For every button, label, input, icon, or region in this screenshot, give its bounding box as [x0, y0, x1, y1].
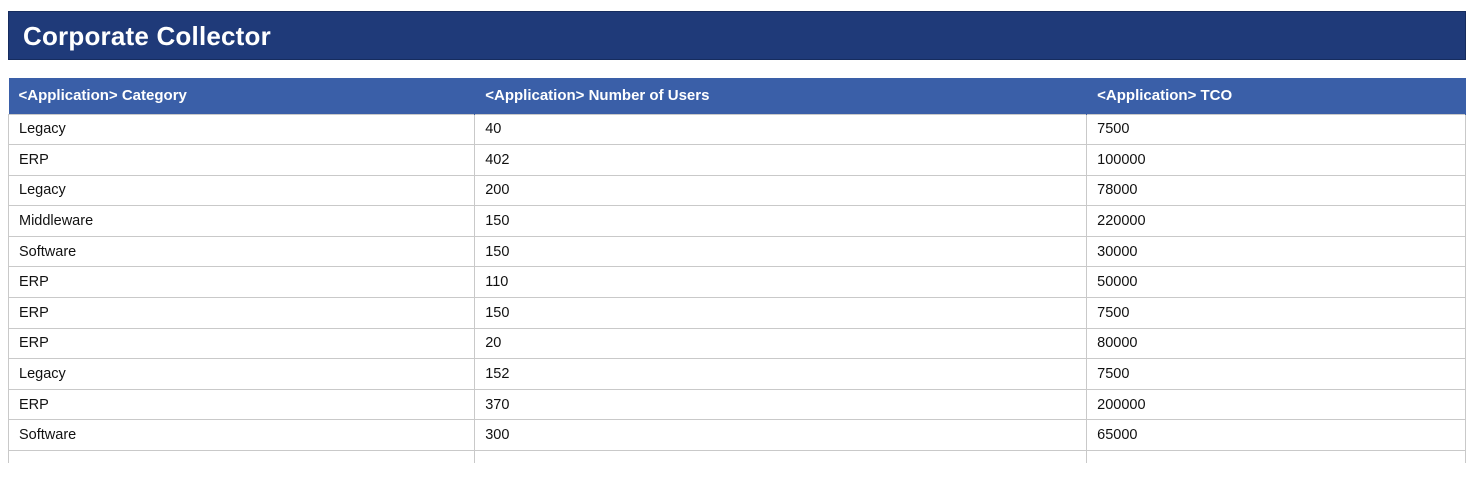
column-header-tco[interactable]: <Application> TCO — [1087, 78, 1466, 114]
cell-tco[interactable]: 7500 — [1087, 359, 1466, 390]
cell-category[interactable]: Legacy — [9, 175, 475, 206]
cell-tco[interactable]: 65000 — [1087, 420, 1466, 451]
table-row[interactable] — [9, 175, 1466, 206]
cell-number-of-users[interactable]: 110 — [475, 267, 1087, 298]
table-row[interactable] — [9, 328, 1466, 359]
table-row[interactable] — [9, 389, 1466, 420]
cell-number-of-users[interactable]: 200 — [475, 175, 1087, 206]
cell-tco[interactable]: 30000 — [1087, 236, 1466, 267]
cell-tco[interactable]: 78000 — [1087, 175, 1466, 206]
table-row[interactable] — [9, 236, 1466, 267]
cell-category[interactable]: ERP — [9, 267, 475, 298]
cell-tco[interactable]: 7500 — [1087, 114, 1466, 145]
cell-category[interactable]: ERP — [9, 389, 475, 420]
data-table — [8, 78, 1466, 463]
title-bar — [8, 11, 1466, 60]
cell-category[interactable]: ERP — [9, 145, 475, 176]
column-header-category[interactable]: <Application> Category — [9, 78, 475, 114]
cell-category[interactable]: ERP — [9, 298, 475, 329]
cell-number-of-users[interactable]: 150 — [475, 298, 1087, 329]
cell-category[interactable]: Software — [9, 420, 475, 451]
page-title: Corporate Collector — [23, 20, 271, 51]
cell-tco[interactable] — [1087, 451, 1466, 463]
cell-category[interactable]: Legacy — [9, 359, 475, 390]
cell-number-of-users[interactable]: 150 — [475, 236, 1087, 267]
cell-category[interactable] — [9, 451, 475, 463]
table-row[interactable] — [9, 420, 1466, 451]
cell-tco[interactable]: 200000 — [1087, 389, 1466, 420]
cell-number-of-users[interactable]: 370 — [475, 389, 1087, 420]
cell-number-of-users[interactable]: 152 — [475, 359, 1087, 390]
table-row[interactable] — [9, 298, 1466, 329]
cell-number-of-users[interactable]: 300 — [475, 420, 1087, 451]
cell-number-of-users[interactable]: 20 — [475, 328, 1087, 359]
table-row[interactable] — [9, 206, 1466, 237]
cell-number-of-users[interactable] — [475, 451, 1087, 463]
table-row[interactable] — [9, 267, 1466, 298]
cell-number-of-users[interactable]: 402 — [475, 145, 1087, 176]
table-row[interactable] — [9, 359, 1466, 390]
cell-number-of-users[interactable]: 40 — [475, 114, 1087, 145]
app-window — [0, 11, 1474, 491]
table-body — [9, 114, 1466, 463]
table-row-partial[interactable] — [9, 451, 1466, 463]
cell-tco[interactable]: 80000 — [1087, 328, 1466, 359]
cell-number-of-users[interactable]: 150 — [475, 206, 1087, 237]
table-row[interactable] — [9, 145, 1466, 176]
table-row[interactable] — [9, 114, 1466, 145]
cell-tco[interactable]: 7500 — [1087, 298, 1466, 329]
cell-category[interactable]: ERP — [9, 328, 475, 359]
cell-tco[interactable]: 50000 — [1087, 267, 1466, 298]
table-header-row — [9, 78, 1466, 114]
cell-category[interactable]: Software — [9, 236, 475, 267]
cell-category[interactable]: Legacy — [9, 114, 475, 145]
cell-category[interactable]: Middleware — [9, 206, 475, 237]
cell-tco[interactable]: 100000 — [1087, 145, 1466, 176]
table-header — [9, 78, 1466, 114]
column-header-number-of-users[interactable]: <Application> Number of Users — [475, 78, 1087, 114]
cell-tco[interactable]: 220000 — [1087, 206, 1466, 237]
